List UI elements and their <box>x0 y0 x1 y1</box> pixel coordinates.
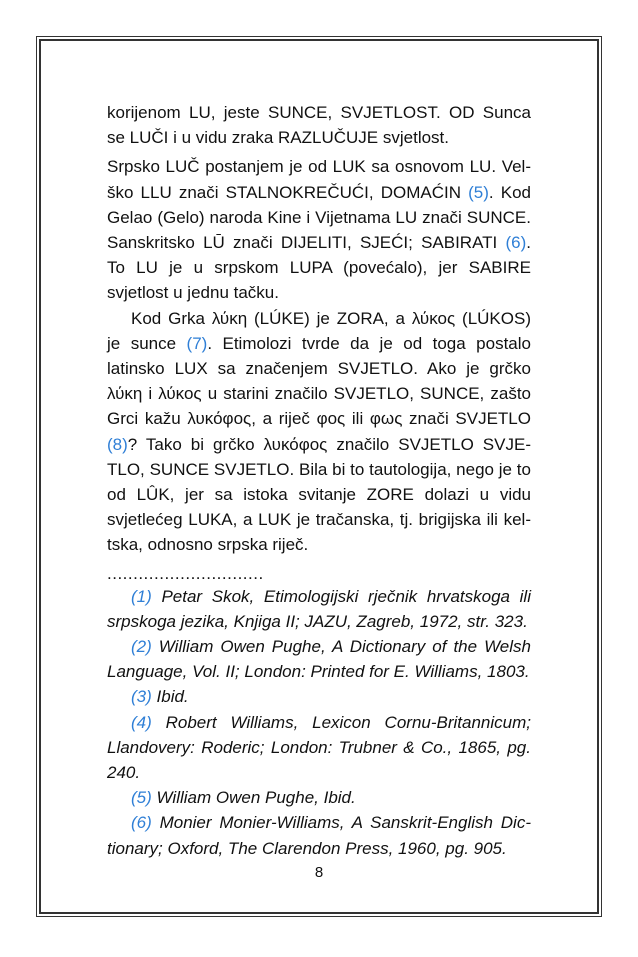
footnote-3 <box>107 684 531 709</box>
paragraph-3 <box>107 306 531 558</box>
paragraph-1 <box>107 100 531 150</box>
paragraph-2-text-2: . Kod Gelao (Gelo) naroda Kine i Vijetnama LU znači SUNCE. Sanskritsko LŪ znači DIJELITI, SJEĆI; SABIRATI <box>107 182 531 253</box>
page-number: 8 <box>314 864 324 881</box>
footnote-text: Petar Skok, Etimologijski rječnik hrvatskoga ili srpskoga jezika, Knjiga II; JAZU, Zagreb, 1972, str. 323. <box>107 586 531 631</box>
reference-link-8[interactable]: (8) <box>107 434 128 454</box>
paragraph-3-text-2: . Etimolozi tvrde da je od toga postalo latinsko LUX sa značenjem SVJETLO. Ako je grčko λύκη i λύκος u starini značilo SVJETLO, SUNCE, zašto Grci kažu λυκόφος, a riječ φος ili φως znači SVJETLO <box>107 333 531 429</box>
footnote-separator: .............................. <box>107 563 264 583</box>
paragraph-3-text-3: ? Tako bi grčko λυκόφος značilo SVJETLO SVJETLO, SUNCE SVJETLO. Bila bi to tautologija, nego je to od LÛK, jer sa istoka svitanje ZORE dolazi u vidu svjetlećeg LUKA, a LUK je tračanska, tj. brigijska ili keltska, odnosno srpska riječ. <box>107 434 531 555</box>
reference-link-5[interactable]: (5) <box>468 182 489 202</box>
footnote-text: William Owen Pughe, Ibid. <box>156 788 356 808</box>
footnote-text: Ibid. <box>156 687 189 707</box>
footnote-number: (4) <box>131 712 152 732</box>
footnote-6 <box>107 810 531 860</box>
paragraph-3-text-1: Kod Grka λύκη (LÚKE) je ZORA, a λύκος (LÚKOS) je sunce <box>107 308 531 353</box>
footnote-text: Robert Williams, Lexicon Cornu-Britannicum; Llandovery: Roderic; London: Trubner & Co., 1865, pg. 240. <box>107 712 531 783</box>
reference-link-7[interactable]: (7) <box>186 333 208 353</box>
footnote-number: (1) <box>131 586 152 606</box>
footnote-5 <box>107 785 531 810</box>
footnote-1 <box>107 584 531 634</box>
footnote-2 <box>107 634 531 684</box>
footnote-number: (2) <box>131 637 152 657</box>
footnote-text: Monier Monier-Williams, A Sanskrit-English Dictionary; Oxford, The Clarendon Press, 1960, pg. 905. <box>107 813 531 858</box>
footnotes-list <box>107 584 531 861</box>
footnote-4 <box>107 710 531 786</box>
reference-link-6[interactable]: (6) <box>505 233 527 253</box>
footnote-number: (3) <box>131 687 152 707</box>
footnote-text: William Owen Pughe, A Dictionary of the Welsh Language, Vol. II; London: Printed for E. Williams, 1803. <box>107 637 531 682</box>
paragraph-2-text-1: Srpsko LUČ postanjem je od LUK sa osnovom LU. Velško LLU znači STALNOKREČUĆI, DOMAĆIN <box>107 157 531 202</box>
footnote-number: (5) <box>131 788 152 808</box>
paragraph-2 <box>107 154 531 305</box>
footnote-number: (6) <box>131 813 152 833</box>
paragraph-2-text-3: . To LU je u srpskom LUPA (povećalo), jer SABIRE svjetlost u jednu tačku. <box>107 233 531 303</box>
page-body <box>107 100 531 861</box>
paragraph-1-text-1: korijenom LU, jeste SUNCE, SVJETLOST. OD Sunca se LUČI i u vidu zraka RAZLUČUJE svjetlost. <box>107 103 531 148</box>
